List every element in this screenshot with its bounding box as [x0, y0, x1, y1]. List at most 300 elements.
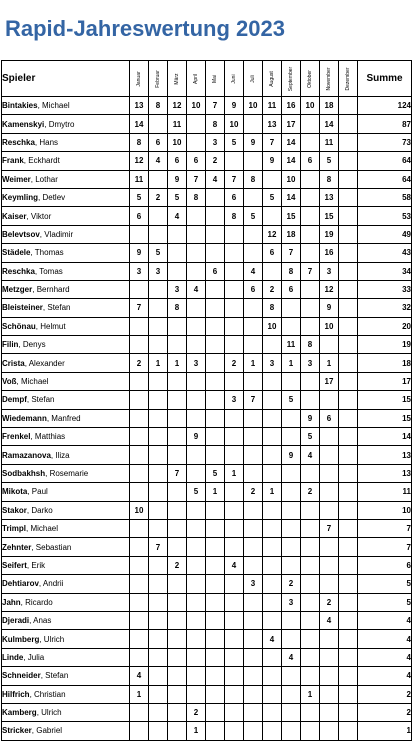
- total-score: 4: [358, 611, 412, 629]
- month-score: [339, 317, 358, 335]
- table-body: [2, 97, 412, 741]
- month-score: [187, 133, 206, 151]
- month-score: 7: [225, 170, 244, 188]
- month-score: [130, 409, 149, 427]
- month-score: [339, 483, 358, 501]
- month-score: [168, 667, 187, 685]
- player-name: [2, 336, 130, 354]
- month-score: [187, 317, 206, 335]
- month-score: [149, 391, 168, 409]
- month-score: [225, 501, 244, 519]
- player-name: [2, 244, 130, 262]
- month-score: 1: [149, 354, 168, 372]
- month-score: 12: [263, 225, 282, 243]
- month-score: [339, 648, 358, 666]
- player-last-name: Dehtiarov: [2, 579, 39, 589]
- month-score: 5: [301, 428, 320, 446]
- player-name: [2, 317, 130, 335]
- player-name: [2, 722, 130, 740]
- name-separator: ,: [44, 119, 49, 129]
- month-score: 6: [168, 152, 187, 170]
- month-score: [149, 336, 168, 354]
- name-separator: ,: [36, 708, 42, 718]
- player-last-name: Trimpl: [2, 524, 27, 534]
- month-score: [168, 519, 187, 537]
- month-score: [282, 519, 301, 537]
- total-score: 5: [358, 575, 412, 593]
- month-score: [225, 483, 244, 501]
- player-name: [2, 152, 130, 170]
- month-score: [149, 575, 168, 593]
- month-score: 6: [149, 133, 168, 151]
- month-score: [339, 299, 358, 317]
- player-last-name: Metzger: [2, 285, 33, 295]
- player-name: [2, 703, 130, 721]
- player-last-name: Frenkel: [2, 432, 31, 442]
- month-score: [263, 464, 282, 482]
- month-score: [206, 593, 225, 611]
- month-score: [206, 409, 225, 427]
- month-score: 5: [225, 133, 244, 151]
- month-score: [263, 501, 282, 519]
- month-score: [339, 446, 358, 464]
- standings-table: [1, 60, 412, 741]
- month-score: [149, 299, 168, 317]
- name-separator: ,: [34, 266, 40, 276]
- month-score: [339, 207, 358, 225]
- month-score: [206, 391, 225, 409]
- month-score: 10: [187, 97, 206, 115]
- month-score: [244, 409, 263, 427]
- header-month: [320, 61, 339, 97]
- month-score: 6: [206, 262, 225, 280]
- month-score: 9: [263, 152, 282, 170]
- month-score: [149, 611, 168, 629]
- month-score: 9: [320, 299, 339, 317]
- month-score: [130, 372, 149, 390]
- month-score: [301, 391, 320, 409]
- month-score: 8: [320, 170, 339, 188]
- month-score: [225, 722, 244, 740]
- name-separator: ,: [45, 469, 50, 478]
- month-score: [187, 225, 206, 243]
- month-score: [244, 299, 263, 317]
- month-score: [244, 188, 263, 206]
- name-separator: ,: [39, 634, 44, 644]
- month-score: [282, 483, 301, 501]
- month-score: 9: [225, 97, 244, 115]
- month-score: 13: [263, 115, 282, 133]
- month-score: [130, 703, 149, 721]
- month-score: 3: [187, 354, 206, 372]
- player-last-name: Linde: [2, 652, 24, 662]
- month-score: [225, 152, 244, 170]
- month-score: [168, 685, 187, 703]
- total-score: 32: [358, 299, 412, 317]
- month-score: [282, 630, 301, 648]
- month-score: 4: [149, 152, 168, 170]
- name-separator: ,: [26, 505, 32, 515]
- month-score: [263, 703, 282, 721]
- month-score: [339, 667, 358, 685]
- month-score: 11: [263, 97, 282, 115]
- table-row: [2, 299, 412, 317]
- month-score: [320, 667, 339, 685]
- month-score: 2: [225, 354, 244, 372]
- month-score: [168, 244, 187, 262]
- name-separator: ,: [32, 285, 37, 295]
- month-score: 8: [187, 188, 206, 206]
- month-score: [149, 280, 168, 298]
- month-score: [339, 630, 358, 648]
- month-score: 6: [244, 280, 263, 298]
- month-score: [225, 409, 244, 427]
- month-score: 10: [130, 501, 149, 519]
- player-first-name: Gabriel: [36, 726, 63, 736]
- month-score: 11: [282, 336, 301, 354]
- month-score: [168, 428, 187, 446]
- month-score: 3: [130, 262, 149, 280]
- month-score: [206, 667, 225, 685]
- month-score: 4: [263, 630, 282, 648]
- month-score: 3: [149, 262, 168, 280]
- month-score: [149, 372, 168, 390]
- player-last-name: Städele: [2, 248, 31, 258]
- month-score: [301, 299, 320, 317]
- month-score: [339, 244, 358, 262]
- total-score: 5: [358, 593, 412, 611]
- player-name: [2, 667, 130, 685]
- name-separator: ,: [50, 450, 56, 460]
- month-score: [263, 722, 282, 740]
- month-score: [130, 611, 149, 629]
- month-score: [149, 685, 168, 703]
- month-score: [301, 188, 320, 206]
- month-score: [301, 464, 320, 482]
- month-score: 4: [130, 667, 149, 685]
- month-score: 8: [168, 299, 187, 317]
- month-score: 6: [263, 244, 282, 262]
- month-score: [168, 593, 187, 611]
- table-row: [2, 188, 412, 206]
- table-row: [2, 446, 412, 464]
- player-first-name: Iliza: [55, 450, 70, 460]
- month-score: [149, 170, 168, 188]
- month-score: [263, 685, 282, 703]
- month-score: 6: [187, 152, 206, 170]
- month-score: [149, 409, 168, 427]
- month-score: 2: [149, 188, 168, 206]
- month-score: 3: [282, 593, 301, 611]
- month-score: [225, 244, 244, 262]
- month-score: 9: [282, 446, 301, 464]
- player-first-name: Ulrich: [41, 708, 62, 718]
- month-score: 7: [206, 97, 225, 115]
- player-name: [2, 280, 130, 298]
- month-score: [244, 722, 263, 740]
- month-score: [187, 685, 206, 703]
- month-score: 3: [225, 391, 244, 409]
- month-score: 8: [244, 170, 263, 188]
- month-score: [320, 722, 339, 740]
- month-score: [320, 391, 339, 409]
- total-score: 15: [358, 391, 412, 409]
- month-score: [244, 648, 263, 666]
- player-name: [2, 630, 130, 648]
- month-score: [263, 648, 282, 666]
- month-score: [244, 446, 263, 464]
- month-score: [225, 703, 244, 721]
- month-score: 11: [320, 133, 339, 151]
- header-sum: Summe: [358, 61, 412, 97]
- player-name: [2, 428, 130, 446]
- month-score: [244, 428, 263, 446]
- player-name: [2, 575, 130, 593]
- month-score: 12: [130, 152, 149, 170]
- month-label: November: [326, 66, 332, 91]
- name-separator: ,: [16, 377, 21, 387]
- table-row: [2, 483, 412, 501]
- month-score: [244, 593, 263, 611]
- total-score: 14: [358, 428, 412, 446]
- total-score: 43: [358, 244, 412, 262]
- month-score: [263, 391, 282, 409]
- month-score: [187, 593, 206, 611]
- month-score: [282, 703, 301, 721]
- month-score: [206, 648, 225, 666]
- name-separator: ,: [38, 579, 43, 589]
- month-score: [206, 685, 225, 703]
- month-score: [168, 225, 187, 243]
- month-score: [339, 225, 358, 243]
- month-score: 8: [301, 336, 320, 354]
- month-score: [320, 464, 339, 482]
- month-score: 1: [187, 722, 206, 740]
- player-name: [2, 556, 130, 574]
- month-score: 6: [301, 152, 320, 170]
- player-last-name: Bleisteiner: [2, 303, 43, 313]
- month-score: [187, 464, 206, 482]
- table-row: [2, 519, 412, 537]
- month-score: [263, 667, 282, 685]
- total-score: 10: [358, 501, 412, 519]
- month-score: [263, 170, 282, 188]
- month-label: Juni: [231, 73, 237, 84]
- player-name: [2, 262, 130, 280]
- month-score: [187, 299, 206, 317]
- header-month: [244, 61, 263, 97]
- month-score: [130, 593, 149, 611]
- month-score: 9: [187, 428, 206, 446]
- month-score: [339, 372, 358, 390]
- month-score: [130, 538, 149, 556]
- month-score: [187, 630, 206, 648]
- month-score: [244, 464, 263, 482]
- total-score: 4: [358, 648, 412, 666]
- player-last-name: Filin: [2, 340, 19, 350]
- player-last-name: Dempf: [2, 395, 27, 405]
- month-score: [225, 372, 244, 390]
- player-first-name: Darko: [31, 505, 53, 515]
- month-score: [206, 372, 225, 390]
- month-score: [225, 280, 244, 298]
- month-score: [187, 501, 206, 519]
- month-score: [225, 336, 244, 354]
- month-score: [149, 483, 168, 501]
- month-score: 1: [168, 354, 187, 372]
- player-last-name: Frank: [2, 156, 24, 166]
- name-separator: ,: [26, 395, 32, 405]
- month-score: [206, 188, 225, 206]
- month-score: 4: [301, 446, 320, 464]
- table-row: [2, 464, 412, 482]
- month-score: 13: [130, 97, 149, 115]
- month-score: [263, 593, 282, 611]
- month-score: [206, 354, 225, 372]
- month-score: [187, 336, 206, 354]
- header-month: [187, 61, 206, 97]
- player-last-name: Wiedemann: [2, 413, 47, 423]
- month-score: [206, 336, 225, 354]
- player-first-name: Michael: [20, 377, 49, 387]
- month-score: [206, 428, 225, 446]
- table-row: [2, 244, 412, 262]
- month-score: [149, 703, 168, 721]
- month-score: 9: [130, 244, 149, 262]
- month-score: 1: [263, 483, 282, 501]
- month-score: [225, 225, 244, 243]
- month-score: [149, 593, 168, 611]
- month-score: 1: [301, 685, 320, 703]
- month-score: [339, 428, 358, 446]
- table-row: [2, 133, 412, 151]
- table-row: [2, 722, 412, 740]
- month-score: [206, 207, 225, 225]
- player-last-name: Stakor: [2, 505, 27, 515]
- month-score: 9: [168, 170, 187, 188]
- month-score: [339, 703, 358, 721]
- month-score: 5: [149, 244, 168, 262]
- month-score: 3: [301, 354, 320, 372]
- player-last-name: Seifert: [2, 560, 27, 570]
- player-first-name: Helmut: [40, 321, 66, 331]
- player-name: [2, 207, 130, 225]
- month-score: [244, 667, 263, 685]
- table-row: [2, 391, 412, 409]
- month-score: [263, 372, 282, 390]
- month-score: 6: [225, 188, 244, 206]
- month-score: 8: [225, 207, 244, 225]
- player-last-name: Reschka: [2, 266, 35, 276]
- player-first-name: Denys: [22, 340, 46, 350]
- month-score: [225, 685, 244, 703]
- month-score: [168, 409, 187, 427]
- month-score: [301, 133, 320, 151]
- month-score: [225, 538, 244, 556]
- player-name: [2, 115, 130, 133]
- month-score: 17: [282, 115, 301, 133]
- month-score: [206, 501, 225, 519]
- month-score: [130, 336, 149, 354]
- total-score: 53: [358, 207, 412, 225]
- month-score: [206, 446, 225, 464]
- month-score: [301, 372, 320, 390]
- player-name: [2, 611, 130, 629]
- total-score: 49: [358, 225, 412, 243]
- player-name: [2, 483, 130, 501]
- month-score: [187, 667, 206, 685]
- month-score: 17: [320, 372, 339, 390]
- month-score: [206, 703, 225, 721]
- month-score: [263, 207, 282, 225]
- name-separator: ,: [42, 303, 48, 313]
- month-score: [149, 446, 168, 464]
- month-score: [149, 722, 168, 740]
- month-score: [282, 667, 301, 685]
- month-score: [225, 593, 244, 611]
- table-row: [2, 336, 412, 354]
- month-score: 5: [320, 152, 339, 170]
- table-row: [2, 648, 412, 666]
- month-score: [168, 317, 187, 335]
- month-score: [244, 703, 263, 721]
- name-separator: ,: [31, 726, 37, 736]
- month-score: 10: [282, 170, 301, 188]
- month-score: [301, 630, 320, 648]
- month-score: [187, 244, 206, 262]
- month-score: [244, 372, 263, 390]
- player-first-name: Vladimir: [44, 229, 74, 239]
- month-score: [130, 630, 149, 648]
- month-score: [225, 611, 244, 629]
- month-score: [206, 556, 225, 574]
- month-score: [263, 556, 282, 574]
- month-score: [149, 648, 168, 666]
- player-first-name: Sebastian: [35, 542, 72, 552]
- month-score: [130, 556, 149, 574]
- month-score: 7: [168, 464, 187, 482]
- player-name: [2, 97, 130, 115]
- month-score: [244, 115, 263, 133]
- month-score: [339, 336, 358, 354]
- month-score: [244, 519, 263, 537]
- month-score: [301, 207, 320, 225]
- month-score: 8: [130, 133, 149, 151]
- month-score: [301, 115, 320, 133]
- header-month: [339, 61, 358, 97]
- month-score: 14: [282, 188, 301, 206]
- month-score: 2: [206, 152, 225, 170]
- month-score: 1: [320, 354, 339, 372]
- table-row: [2, 575, 412, 593]
- month-score: [339, 97, 358, 115]
- month-score: [263, 575, 282, 593]
- player-first-name: Julia: [27, 652, 45, 662]
- total-score: 4: [358, 630, 412, 648]
- header-month: [206, 61, 225, 97]
- player-first-name: Hans: [39, 137, 59, 147]
- table-row: [2, 280, 412, 298]
- month-score: 10: [301, 97, 320, 115]
- month-score: [168, 575, 187, 593]
- total-score: 33: [358, 280, 412, 298]
- player-first-name: Eckhardt: [28, 156, 60, 166]
- header-player: Spieler: [2, 61, 130, 97]
- player-last-name: Djeradi: [2, 616, 30, 626]
- name-separator: ,: [18, 340, 23, 350]
- player-name: [2, 391, 130, 409]
- month-score: [263, 538, 282, 556]
